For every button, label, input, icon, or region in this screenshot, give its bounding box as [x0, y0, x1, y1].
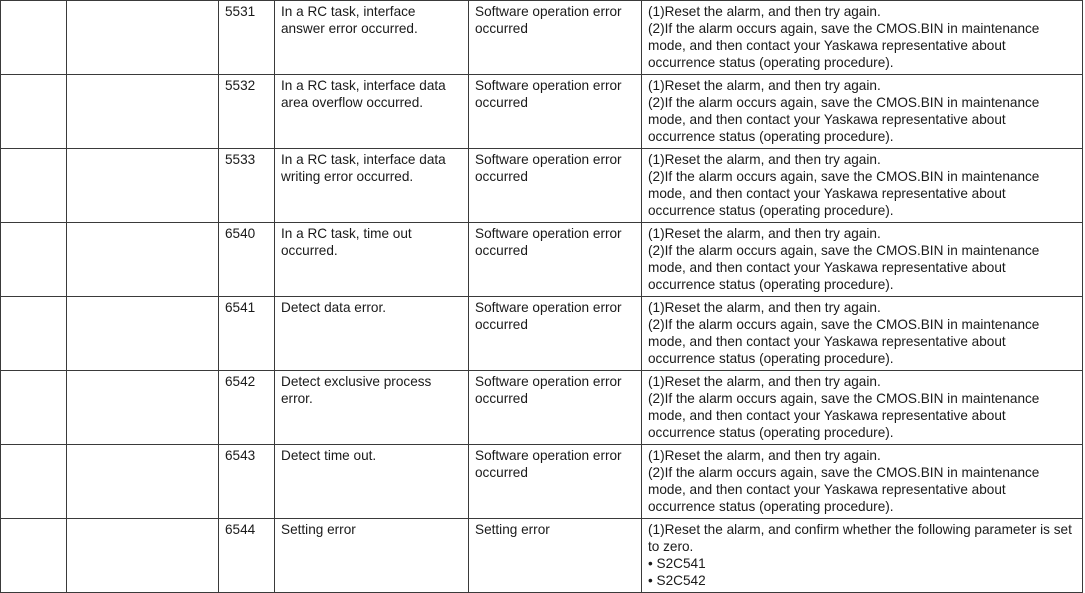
alarm-meaning: Software operation error occurred [469, 297, 642, 371]
alarm-meaning: Software operation error occurred [469, 223, 642, 297]
alarm-remedy [642, 297, 1083, 371]
alarm-cause: Detect time out. [275, 445, 469, 519]
alarm-code: 6542 [219, 371, 275, 445]
alarm-code: 6543 [219, 445, 275, 519]
alarm-blank-cell [1, 75, 67, 149]
alarm-blank-cell [67, 1, 219, 75]
alarm-meaning: Software operation error occurred [469, 1, 642, 75]
remedy-line: (2)If the alarm occurs again, save the CMOS.BIN in maintenance mode, and then contact your Yaskawa representative about occurrence status (operating procedure). [648, 317, 1040, 366]
alarm-remedy [642, 1, 1083, 75]
alarm-meaning: Software operation error occurred [469, 75, 642, 149]
remedy-bullet: • S2C541 [648, 556, 706, 571]
alarm-remedy [642, 223, 1083, 297]
table-row [1, 1, 1083, 75]
alarm-code: 6541 [219, 297, 275, 371]
alarm-code: 6544 [219, 519, 275, 593]
alarm-blank-cell [1, 297, 67, 371]
alarm-blank-cell [1, 223, 67, 297]
alarm-cause: In a RC task, interface data area overflow occurred. [275, 75, 469, 149]
remedy-line: (2)If the alarm occurs again, save the CMOS.BIN in maintenance mode, and then contact your Yaskawa representative about occurrence status (operating procedure). [648, 169, 1040, 218]
table-row [1, 297, 1083, 371]
alarm-code: 5533 [219, 149, 275, 223]
alarm-remedy [642, 75, 1083, 149]
alarm-blank-cell [67, 75, 219, 149]
alarm-blank-cell [1, 445, 67, 519]
alarm-blank-cell [67, 519, 219, 593]
alarm-remedy [642, 371, 1083, 445]
alarm-blank-cell [1, 371, 67, 445]
alarm-cause: Detect data error. [275, 297, 469, 371]
remedy-line: (1)Reset the alarm, and confirm whether the following parameter is set to zero. [648, 522, 1072, 554]
table-row [1, 445, 1083, 519]
remedy-line: (1)Reset the alarm, and then try again. [648, 226, 881, 241]
alarm-blank-cell [67, 297, 219, 371]
alarm-blank-cell [1, 1, 67, 75]
alarm-blank-cell [1, 519, 67, 593]
alarm-cause: Setting error [275, 519, 469, 593]
remedy-bullet: • S2C542 [648, 573, 706, 588]
alarm-code: 5532 [219, 75, 275, 149]
alarm-blank-cell [67, 445, 219, 519]
alarm-remedy [642, 445, 1083, 519]
alarm-meaning: Software operation error occurred [469, 445, 642, 519]
alarm-code: 5531 [219, 1, 275, 75]
alarm-remedy [642, 519, 1083, 593]
remedy-line: (1)Reset the alarm, and then try again. [648, 374, 881, 389]
alarm-meaning: Setting error [469, 519, 642, 593]
remedy-line: (1)Reset the alarm, and then try again. [648, 78, 881, 93]
remedy-line: (1)Reset the alarm, and then try again. [648, 300, 881, 315]
remedy-line: (2)If the alarm occurs again, save the CMOS.BIN in maintenance mode, and then contact your Yaskawa representative about occurrence status (operating procedure). [648, 391, 1040, 440]
remedy-line: (2)If the alarm occurs again, save the CMOS.BIN in maintenance mode, and then contact your Yaskawa representative about occurrence status (operating procedure). [648, 95, 1040, 144]
remedy-line: (2)If the alarm occurs again, save the CMOS.BIN in maintenance mode, and then contact your Yaskawa representative about occurrence status (operating procedure). [648, 243, 1040, 292]
table-row [1, 223, 1083, 297]
remedy-line: (2)If the alarm occurs again, save the CMOS.BIN in maintenance mode, and then contact your Yaskawa representative about occurrence status (operating procedure). [648, 465, 1040, 514]
remedy-line: (1)Reset the alarm, and then try again. [648, 4, 881, 19]
table-row [1, 371, 1083, 445]
alarm-remedy [642, 149, 1083, 223]
alarm-cause: In a RC task, interface data writing error occurred. [275, 149, 469, 223]
alarm-blank-cell [1, 149, 67, 223]
remedy-line: (1)Reset the alarm, and then try again. [648, 152, 881, 167]
alarm-meaning: Software operation error occurred [469, 149, 642, 223]
alarm-cause: In a RC task, interface answer error occurred. [275, 1, 469, 75]
remedy-line: (2)If the alarm occurs again, save the CMOS.BIN in maintenance mode, and then contact your Yaskawa representative about occurrence status (operating procedure). [648, 21, 1040, 70]
remedy-line: (1)Reset the alarm, and then try again. [648, 448, 881, 463]
alarm-blank-cell [67, 223, 219, 297]
alarm-blank-cell [67, 371, 219, 445]
alarm-meaning: Software operation error occurred [469, 371, 642, 445]
alarm-cause: In a RC task, time out occurred. [275, 223, 469, 297]
alarm-code: 6540 [219, 223, 275, 297]
table-row [1, 149, 1083, 223]
table-row [1, 519, 1083, 593]
table-row [1, 75, 1083, 149]
alarm-cause: Detect exclusive process error. [275, 371, 469, 445]
alarm-blank-cell [67, 149, 219, 223]
